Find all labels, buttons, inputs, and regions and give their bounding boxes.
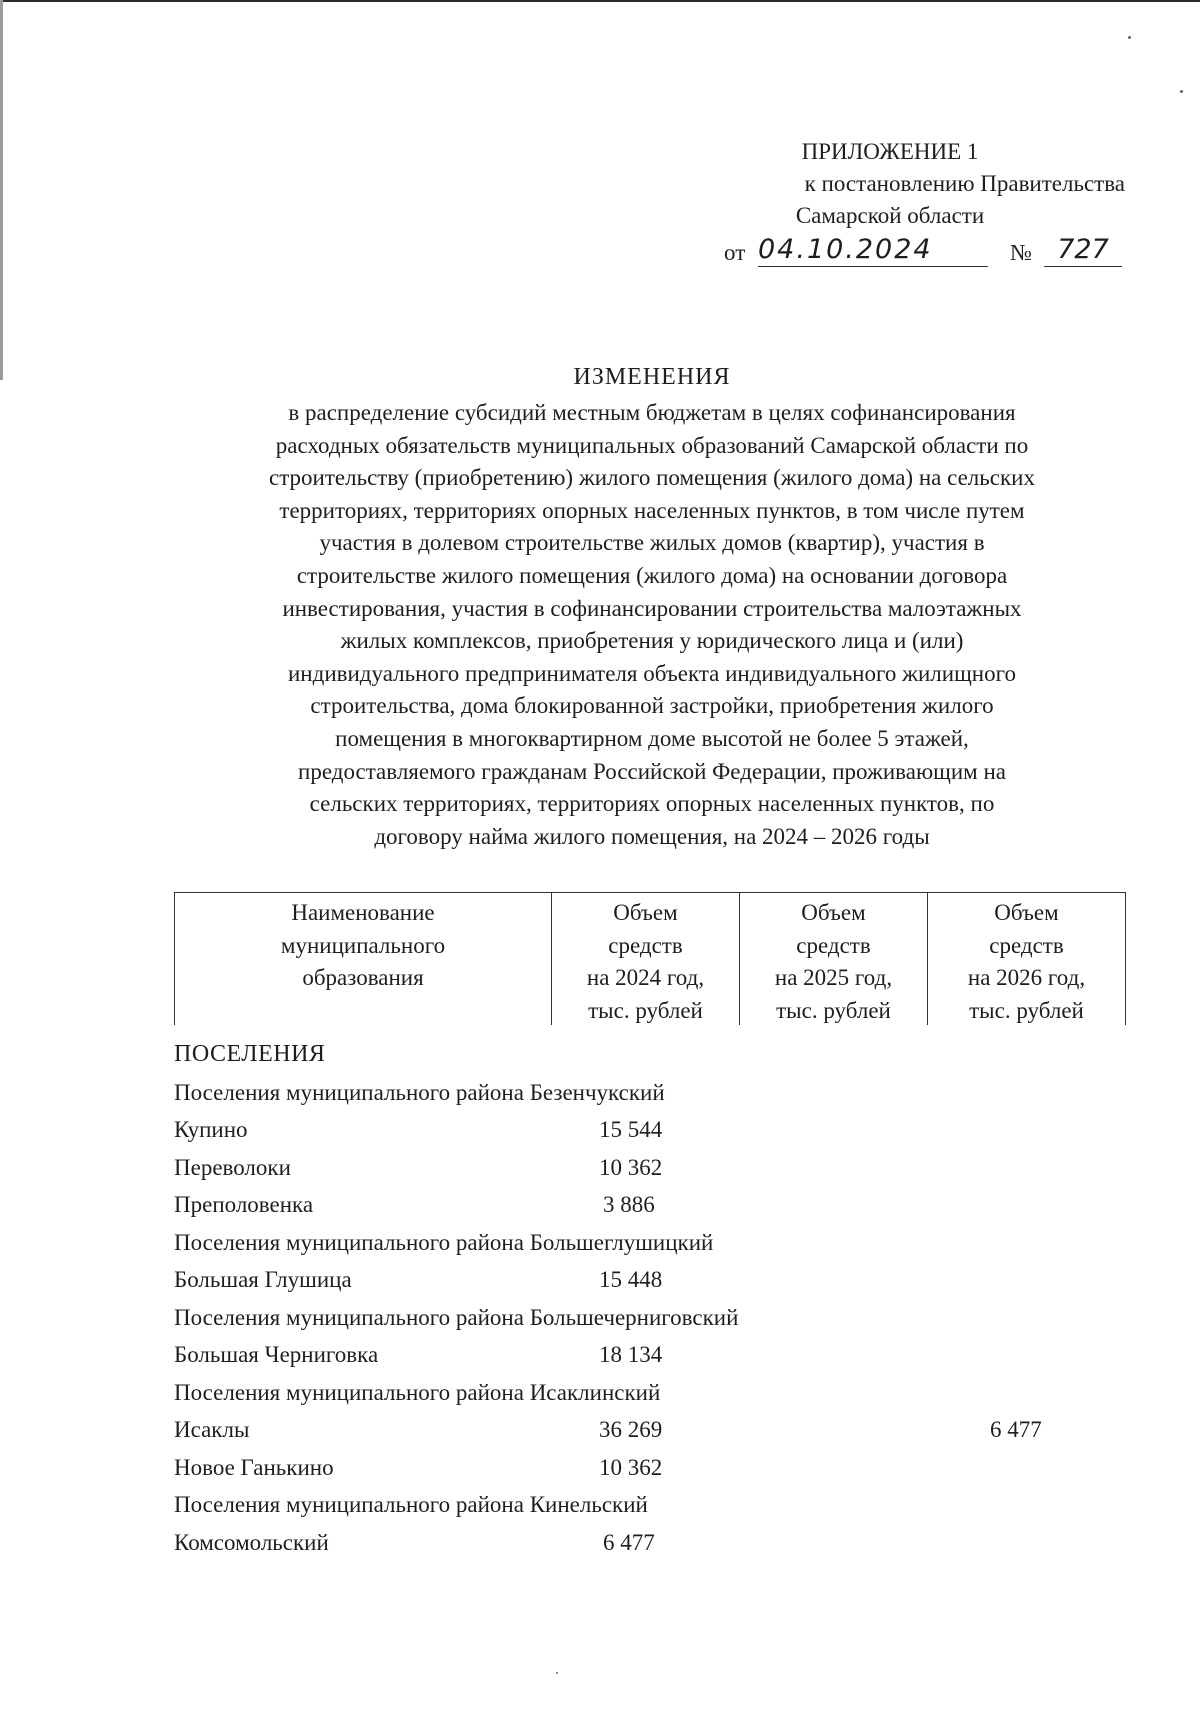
header-text-line: тыс. рублей [776,997,891,1023]
table-row [174,1299,1134,1337]
scan-left-edge [0,0,3,380]
header-text-line: на 2025 год, [774,965,893,990]
amount-2024: 36 269 [599,1417,663,1442]
municipality-name: Поселения муниципального района Большеглушицкий [174,1229,714,1255]
header-text-line: муниципального [280,932,446,958]
table-row [174,1411,1134,1449]
header-text-line: средств [796,932,871,958]
amount-2024: 10 362 [599,1154,663,1180]
municipality-name: Большая Черниговка [174,1342,379,1367]
header-text-line: на 2026 год, [967,965,1086,990]
table-row [174,1524,1134,1562]
municipality-name: Поселения муниципального района Безенчукский [174,1079,665,1105]
header-text-line: Наименование [291,900,435,925]
subtitle-line: сельских территориях, территориях опорных населенных пунктов, по [309,791,995,817]
handwritten-number: 727 [1044,234,1122,267]
subtitle-line: предоставляемого гражданам Российской Федерации, проживающим на [298,758,1006,784]
header-text-line: тыс. рублей [588,997,703,1023]
subtitle-line: территориях, территориях опорных населенных пунктов, в том числе путем [279,497,1025,523]
table-row [174,1111,1134,1149]
municipality-name: Исаклы [174,1417,250,1442]
table-row [174,1374,1134,1412]
municipality-name: Преполовенка [174,1192,314,1217]
table-row [174,1449,1134,1487]
amount-2024: 15 448 [599,1267,663,1292]
subtitle-line: помещения в многоквартирном доме высотой не более 5 этажей, [335,725,969,751]
appendix-block [655,136,1125,232]
subtitle-line: расходных обязательств муниципальных образований Самарской области по [275,432,1029,458]
municipality-name: Переволоки [174,1154,291,1180]
subtitle-line: договору найма жилого помещения, на 2024 – 2026 годы [374,823,930,849]
amount-2024: 3 886 [603,1192,655,1217]
amount-2024: 18 134 [599,1342,663,1367]
resolution-date-line [724,236,1134,276]
scan-top-edge [0,0,1200,2]
amount-2024: 10 362 [599,1454,663,1480]
table-row [174,1486,1134,1524]
table-header [174,892,1126,1025]
municipality-name: Большая Глушица [174,1267,352,1292]
header-text-line: тыс. рублей [969,997,1084,1023]
municipality-name: ПОСЕЛЕНИЯ [174,1041,326,1067]
header-municipality [174,893,551,1025]
amount-2026: 6 477 [990,1417,1042,1442]
table-row [174,1149,1134,1187]
document-subtitle [172,397,1132,853]
document-title: ИЗМЕНЕНИЯ [573,364,731,390]
appendix-resolution-line: к постановлению Правительства [804,171,1125,196]
subtitle-line: в распределение субсидий местным бюджетам в целях софинансирования [288,400,1016,425]
table-row [174,1186,1134,1224]
municipality-name: Новое Ганькино [174,1454,334,1480]
table-row [174,1336,1134,1374]
table-row [174,1074,1134,1112]
header-text-line: средств [989,932,1064,958]
number-prefix: № [1010,240,1032,265]
header-amount-2026 [927,893,1126,1025]
section-heading-row [174,1036,1134,1074]
handwritten-date: 04.10.2024 [758,234,988,267]
date-prefix: от [724,240,746,265]
scan-speck [556,1672,558,1674]
header-amount-2025 [739,893,927,1025]
appendix-label: ПРИЛОЖЕНИЕ 1 [801,139,979,164]
table-body [174,1036,1134,1561]
subtitle-line: строительству (приобретению) жилого помещения (жилого дома) на сельских [269,465,1035,491]
header-text-line: Объем [994,900,1059,925]
header-amount-2024 [551,893,739,1025]
scan-speck [1180,90,1183,93]
header-text-line: Объем [613,900,678,925]
header-text-line: средств [608,932,683,958]
appendix-region-line: Самарской области [795,203,985,228]
municipality-name: Купино [174,1117,248,1142]
subtitle-line: строительства, дома блокированной застройки, приобретения жилого [310,693,994,719]
subtitle-line: инвестирования, участия в софинансировании строительства малоэтажных [282,595,1022,621]
municipality-name: Поселения муниципального района Исаклинский [174,1379,661,1405]
municipality-name: Поселения муниципального района Кинельский [174,1492,648,1517]
municipality-name: Комсомольский [174,1529,329,1555]
amount-2024: 6 477 [603,1529,655,1555]
subtitle-line: участия в долевом строительстве жилых домов (квартир), участия в [319,530,985,556]
header-text-line: на 2024 год, [586,965,705,990]
table-row [174,1224,1134,1262]
municipality-name: Поселения муниципального района Большечерниговский [174,1304,739,1330]
header-text-line: Объем [801,900,866,925]
scan-speck [1128,36,1131,39]
amount-2024: 15 544 [599,1117,663,1142]
subtitle-line: индивидуального предпринимателя объекта индивидуального жилищного [288,660,1016,686]
header-text-line: образования [302,965,424,990]
table-row [174,1261,1134,1299]
subtitle-line: строительстве жилого помещения (жилого дома) на основании договора [296,562,1008,588]
subtitle-line: жилых комплексов, приобретения у юридического лица и (или) [340,628,964,654]
